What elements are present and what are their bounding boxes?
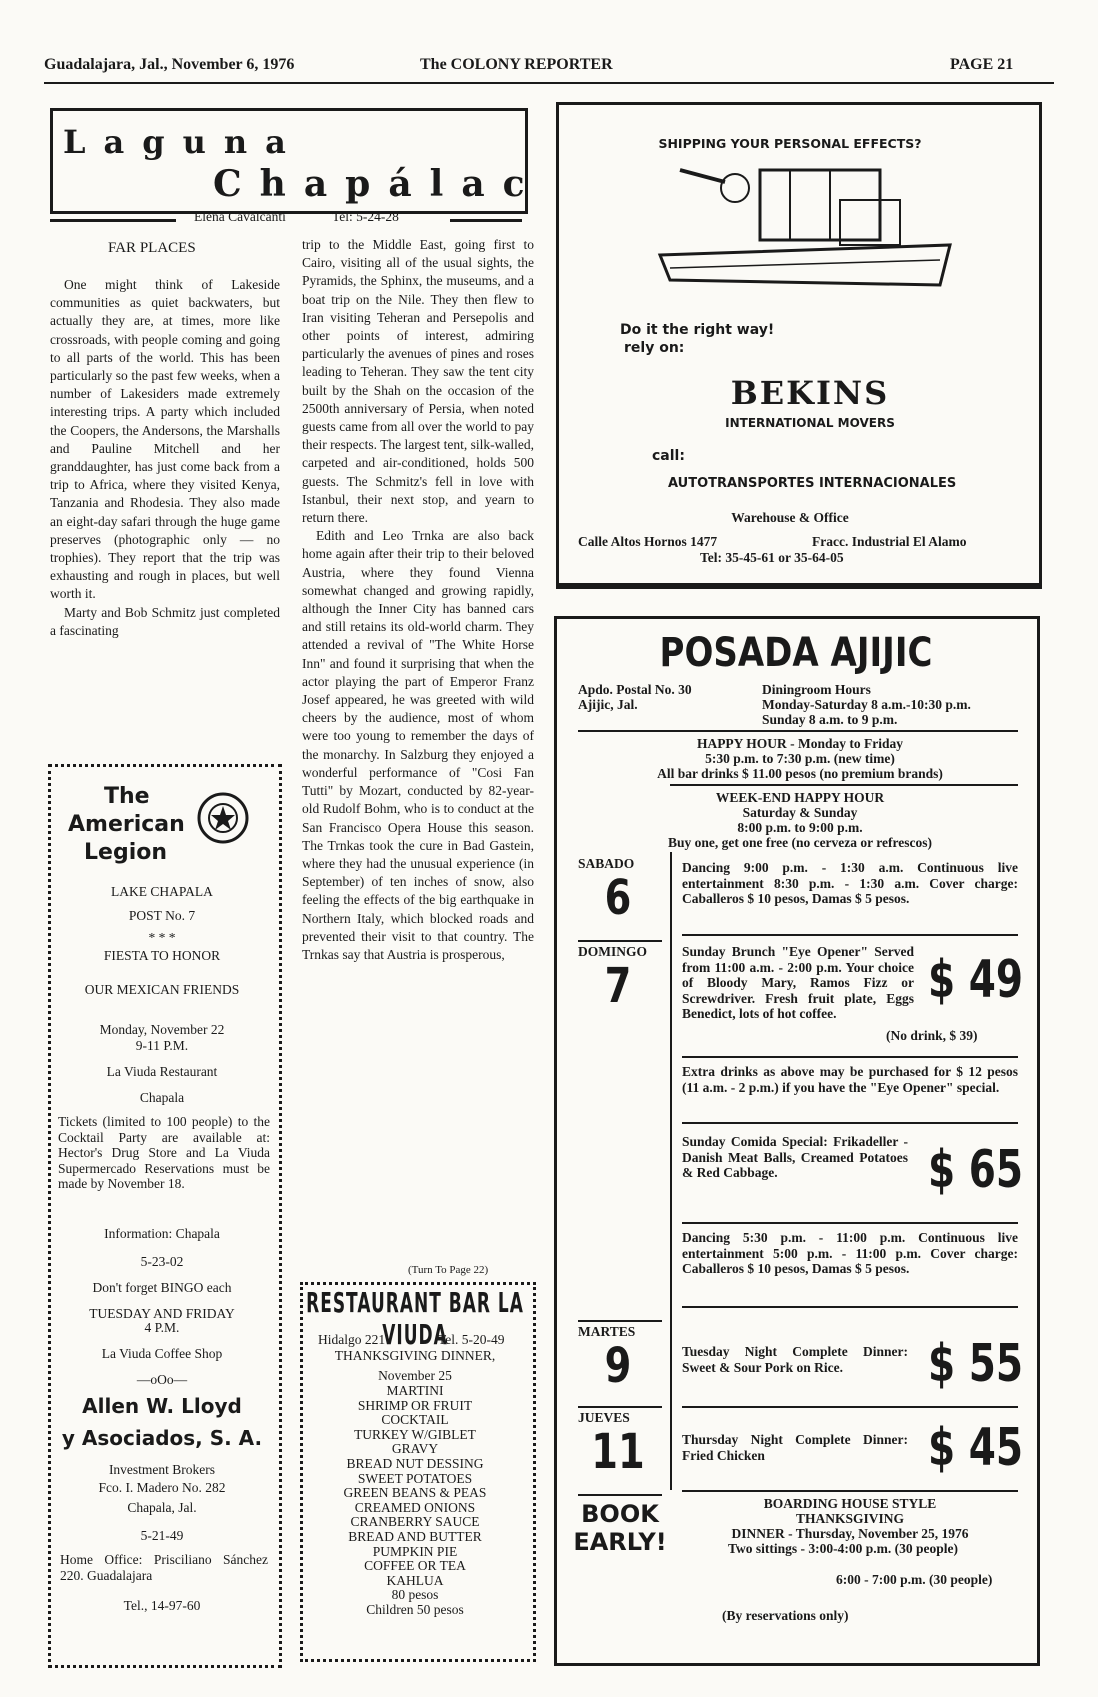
- legion-fiesta: FIESTA TO HONOR: [103, 948, 221, 963]
- posada-weekend-offer: Buy one, get one free (no cerveza or refrescos): [667, 835, 933, 850]
- bekins-fracc: Fracc. Industrial El Alamo: [812, 534, 967, 549]
- menu-item: KAHLUA: [386, 1572, 444, 1588]
- boarding-3: DINNER - Thursday, November 25, 1976: [731, 1526, 969, 1541]
- turn-notice: (Turn To Page 22): [408, 1264, 489, 1276]
- posada-divider: [670, 784, 1018, 786]
- posada-happy-drinks: All bar drinks $ 11.00 pesos (no premium brands): [657, 766, 943, 781]
- posada-hours-2: Sunday 8 a.m. to 9 p.m.: [762, 712, 898, 727]
- menu-item: SHRIMP OR FRUIT: [357, 1397, 473, 1413]
- day-number: 11: [591, 1424, 645, 1480]
- posada-weekend-days: Saturday & Sunday: [742, 805, 858, 820]
- legion-friends: OUR MEXICAN FRIENDS: [84, 982, 240, 997]
- viuda-name: RESTAURANT BAR LA VIUDA: [306, 1288, 524, 1352]
- legion-tickets: Tickets (limited to 100 people) to the Cocktail Party are available at: Hector's Drug Store and La Viuda Supermercado Reservations must be made by November 18.: [58, 1114, 270, 1191]
- lloyd-tel: Tel., 14-97-60: [123, 1598, 201, 1613]
- legion-coffee: La Viuda Coffee Shop: [101, 1346, 223, 1361]
- column-section: FAR PLACES: [108, 240, 196, 256]
- legion-emblem-icon: [194, 788, 252, 850]
- page-number: PAGE 21: [950, 56, 1014, 73]
- day-label: MARTES: [578, 1324, 636, 1339]
- sunday-dance-detail: Dancing 5:30 p.m. - 11:00 p.m. Continuous live entertainment 5:00 p.m. - 11:00 p.m. Cover charge: Caballeros $ 10 pesos, Damas $ 5 pesos.: [682, 1230, 1018, 1276]
- column-text-2: [302, 236, 534, 964]
- posada-happy: HAPPY HOUR - Monday to Friday: [696, 736, 904, 751]
- paragraph: trip to the Middle East, going first to Cairo, visiting all of the usual sights, the Pyramids, the Sphinx, the museums, and a boat trip on the Nile. They then flew to Iran visiting Teheran and Persepolis and other points of interest, admiring particularly the avenues of pines and roses leading to Teheran. They saw the tent city built by the Shah on the occasion of the 2500th anniversary of Persia, when noted guests came from all over the world to pay their respects. The largest tent, silk-walled, carpeted and air-conditioned, holds 500 guests. The Schmitz's fell in love with Istanbul, their next stop, and yearn to return there.: [302, 237, 534, 526]
- legion-info: Information: Chapala: [104, 1226, 220, 1241]
- detail-divider: [682, 934, 1018, 936]
- thursday-price: $ 45: [928, 1418, 1023, 1478]
- legion-name-1: The: [104, 784, 150, 809]
- lloyd-home: Home Office: Prisciliano Sánchez 220. Guadalajara: [60, 1552, 268, 1583]
- title-rule-right: [450, 219, 522, 222]
- viuda-addr: Hidalgo 221: [318, 1332, 386, 1347]
- menu-item: CRANBERRY SAUCE: [350, 1514, 480, 1530]
- legion-town: Chapala: [139, 1090, 185, 1105]
- menu-item: GRAVY: [391, 1441, 439, 1457]
- viuda-tel: Tel. 5-20-49: [438, 1332, 505, 1347]
- menu-item: BREAD AND BUTTER: [348, 1528, 482, 1544]
- detail-divider: [682, 1122, 1018, 1124]
- legion-time: 9-11 P.M.: [135, 1038, 189, 1053]
- bekins-warehouse: Warehouse & Office: [731, 510, 849, 525]
- lloyd-name: Allen W. Lloyd: [82, 1394, 242, 1418]
- posada-name: POSADA AJIJIC: [659, 630, 933, 676]
- thursday-detail: Thursday Night Complete Dinner: Fried Chicken: [682, 1432, 908, 1463]
- menu-item: TURKEY W/GIBLET: [354, 1426, 476, 1442]
- column-tel: Tel: 5-24-28: [332, 209, 399, 224]
- column-title-line1: Laguna: [63, 123, 304, 161]
- bekins-headline: SHIPPING YOUR PERSONAL EFFECTS?: [658, 136, 922, 151]
- posada-happy-time: 5:30 p.m. to 7:30 p.m. (new time): [705, 751, 895, 766]
- lloyd-brokers: Investment Brokers: [108, 1462, 216, 1477]
- day-divider: [578, 1320, 662, 1322]
- legion-stars: * * *: [148, 930, 176, 945]
- detail-divider: [682, 1306, 1018, 1308]
- day-label: JUEVES: [578, 1410, 630, 1425]
- menu-item: BREAD NUT DESSING: [346, 1455, 484, 1471]
- menu-item: CREAMED ONIONS: [354, 1499, 476, 1515]
- header-rule: [44, 82, 1054, 84]
- legion-name-3: Legion: [84, 840, 168, 865]
- menu-children-price: Children 50 pesos: [366, 1601, 464, 1617]
- brunch-nodrink: (No drink, $ 39): [886, 1028, 978, 1043]
- extra-detail: Extra drinks as above may be purchased for $ 12 pesos (11 a.m. - 2 p.m.) if you have the "Eye Opener" special.: [682, 1064, 1018, 1095]
- menu-item: COCKTAIL: [381, 1412, 449, 1428]
- paragraph: Marty and Bob Schmitz just completed a fascinating: [50, 604, 280, 638]
- column-author: Elena Cavalcanti: [194, 209, 286, 224]
- brunch-price: $ 49: [928, 950, 1023, 1010]
- brunch-detail: Sunday Brunch "Eye Opener" Served from 11:00 a.m. - 2:00 p.m. Your choice of Bloody Mary, Ramos Fizz or Screwdriver. Fresh fruit plate, Eggs Benedict, lots of hot coffee.: [682, 944, 914, 1021]
- day-divider: [578, 1406, 662, 1408]
- posada-hours-1: Monday-Saturday 8 a.m.-10:30 p.m.: [762, 697, 971, 712]
- day-divider: [578, 940, 662, 942]
- boarding-6: (By reservations only): [722, 1608, 849, 1623]
- menu-item: SWEET POTATOES: [357, 1470, 473, 1486]
- menu-price: 80 pesos: [391, 1587, 439, 1603]
- saturday-detail: Dancing 9:00 p.m. - 1:30 a.m. Continuous live entertainment 8:30 p.m. - 1:30 a.m. Cover charge: Caballeros $ 10 pesos, Damas $ 5 pesos.: [682, 860, 1018, 906]
- legion-sep: —oOo—: [136, 1372, 188, 1387]
- bekins-addr: Calle Altos Hornos 1477: [578, 534, 718, 549]
- day-number: 9: [604, 1338, 632, 1394]
- bekins-call: call:: [652, 448, 685, 464]
- lloyd-city: Chapala, Jal.: [127, 1500, 197, 1515]
- legion-bingo-time: 4 P.M.: [144, 1320, 180, 1335]
- detail-divider: [682, 1406, 1018, 1408]
- book-early-1: BOOK: [581, 1500, 659, 1528]
- menu-item: COFFEE OR TEA: [364, 1558, 466, 1574]
- day-label: SABADO: [578, 856, 635, 871]
- lloyd-address: Fco. I. Madero No. 282: [98, 1480, 226, 1495]
- legion-phone: 5-23-02: [140, 1254, 184, 1269]
- paragraph: Edith and Leo Trnka are also back home again after their trip to their beloved Austria, where they found Vienna somewhat changed and growing rapidly, although the Inner City has banned cars and still retains its old-world charm. They attended a revival of "The White Horse Inn" and found it surprising that when the actor playing the part of Emperor Franz Josef appeared, he was greeted with wild cheers by the audience, most of whom were too young to remember the days of the monarchy. In Salzburg they enjoyed a wonderful performance of "Cosi Fan Tutti" by Mozart, conducted by 82-year-old Rudolf Bohm, who is to conduct at the San Francisco Opera House this season. The Trnkas took the cure in Bad Gastein, where they had the unusual experience (in September) of ten inches of snow, also feeling the effects of the big earthquake in Northern Italy, which blocked roads and prevented their visit to that country. The Trnkas say that Austria is prosperous,: [302, 528, 534, 962]
- column-title-line2: Chapálac: [213, 163, 543, 205]
- bekins-sub: INTERNATIONAL MOVERS: [725, 416, 895, 430]
- posada-weekend-time: 8:00 p.m. to 9:00 p.m.: [737, 820, 863, 835]
- detail-divider: [682, 1222, 1018, 1224]
- menu-item: PUMPKIN PIE: [372, 1543, 458, 1559]
- column-text-1: [50, 276, 280, 640]
- bekins-brand: BEKINS: [730, 374, 890, 412]
- posada-dining: Diningroom Hours: [762, 682, 871, 697]
- bekins-question-1: Do it the right way!: [620, 322, 775, 338]
- posada-weekend: WEEK-END HAPPY HOUR: [715, 790, 885, 805]
- legion-date: Monday, November 22: [99, 1022, 225, 1037]
- legion-lake: LAKE CHAPALA: [111, 884, 213, 899]
- boarding-2: THANKSGIVING: [795, 1511, 905, 1526]
- tuesday-price: $ 55: [928, 1334, 1023, 1394]
- legion-bingo: Don't forget BINGO each: [92, 1280, 232, 1295]
- legion-name-2: American: [68, 812, 185, 837]
- day-divider: [578, 1494, 662, 1496]
- dateline: Guadalajara, Jal., November 6, 1976: [44, 56, 295, 73]
- legion-venue: La Viuda Restaurant: [106, 1064, 218, 1079]
- title-rule: [50, 219, 176, 222]
- day-number: 7: [604, 958, 632, 1014]
- detail-divider: [682, 1056, 1018, 1058]
- moving-truck-illustration: [640, 160, 980, 300]
- menu-item: MARTINI: [386, 1383, 444, 1398]
- column-title-box: [50, 108, 543, 214]
- paper-name: The COLONY REPORTER: [420, 56, 613, 73]
- boarding-5: 6:00 - 7:00 p.m. (30 people): [836, 1572, 993, 1587]
- book-early-2: EARLY!: [573, 1528, 667, 1556]
- lloyd-phone: 5-21-49: [140, 1528, 184, 1543]
- day-label: DOMINGO: [578, 944, 647, 959]
- paragraph: One might think of Lakeside communities as quiet backwaters, but actually they are, at times, more like crossroads, with people coming and going to all parts of the world. This has been particularly so the past few weeks, when a number of Lakesiders made extremely interesting trips. A party which included the Coopers, the Andersons, the Marshalls and Pauline Mitchell and her granddaughter, has just come back from a trip to Africa, where they visited Kenya, Tanzania and Rhodesia. They also made an eight-day safari through the huge game preserves (photographic only — no trophies). They report that the trip was exhausting and rough in places, but well worth it.: [50, 277, 280, 602]
- day-number: 6: [604, 870, 632, 926]
- viuda-event: THANKSGIVING DINNER,: [334, 1348, 496, 1363]
- viuda-date: November 25: [378, 1368, 452, 1383]
- boarding-4: Two sittings - 3:00-4:00 p.m. (30 people): [728, 1541, 958, 1556]
- detail-divider: [682, 1490, 1018, 1492]
- viuda-menu: [302, 1384, 528, 1618]
- posada-apdo: Apdo. Postal No. 30: [578, 682, 692, 697]
- legion-days: TUESDAY AND FRIDAY: [89, 1306, 235, 1321]
- comida-price: $ 65: [928, 1140, 1023, 1200]
- boarding-1: BOARDING HOUSE STYLE: [763, 1496, 937, 1511]
- posada-divider: [578, 730, 1018, 732]
- bekins-phones: Tel: 35-45-61 or 35-64-05: [700, 550, 844, 565]
- comida-detail: Sunday Comida Special: Frikadeller - Danish Meat Balls, Creamed Potatoes & Red Cabbage.: [682, 1134, 908, 1180]
- menu-item: GREEN BEANS & PEAS: [343, 1485, 487, 1501]
- tuesday-detail: Tuesday Night Complete Dinner: Sweet & Sour Pork on Rice.: [682, 1344, 908, 1375]
- bekins-auto: AUTOTRANSPORTES INTERNACIONALES: [668, 476, 957, 491]
- lloyd-company: y Asociados, S. A.: [61, 1426, 263, 1450]
- bekins-question-2: rely on:: [624, 340, 685, 356]
- day-column-rule: [670, 852, 672, 1490]
- legion-post: POST No. 7: [128, 908, 196, 923]
- posada-town: Ajijic, Jal.: [578, 697, 638, 712]
